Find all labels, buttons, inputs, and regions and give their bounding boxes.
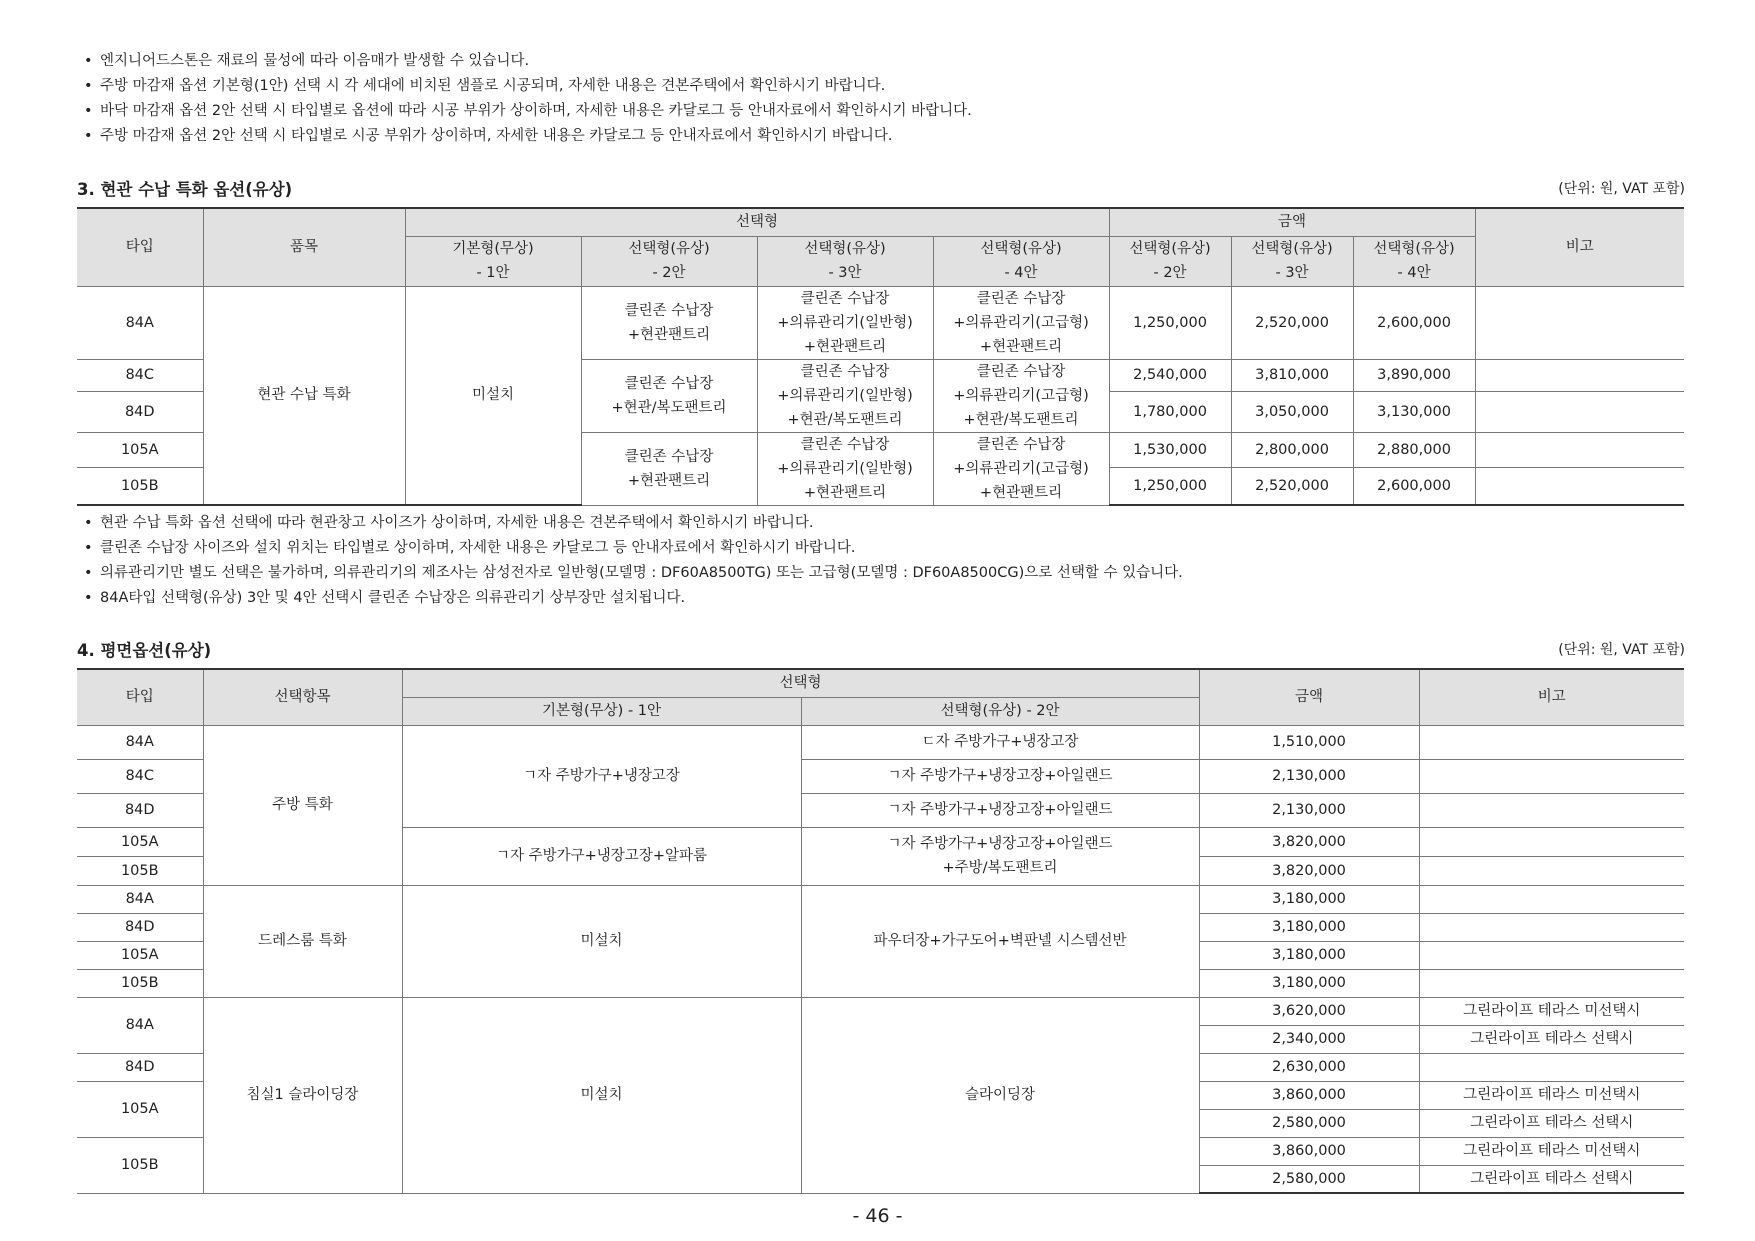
price3-cell: 2,520,000 (1231, 286, 1353, 359)
note-cell (1419, 793, 1684, 827)
opt2-line: +주방/복도팬트리 (942, 860, 1058, 876)
top-notes (84, 49, 972, 149)
price3-cell: 2,520,000 (1231, 467, 1353, 505)
type-cell: 84A (77, 725, 203, 759)
header-price: 금액 (1199, 669, 1419, 725)
header-price4-line1: 선택형(유상) (1373, 241, 1455, 257)
table-row (77, 286, 1684, 359)
opt4-line: +현관팬트리 (979, 338, 1063, 355)
section4-unit: (단위: 원, VAT 포함) (1558, 642, 1685, 658)
price2-cell: 1,530,000 (1109, 432, 1231, 467)
price-cell: 3,180,000 (1199, 941, 1419, 969)
note-cell: 그린라이프 테라스 선택시 (1419, 1109, 1684, 1137)
price2-cell: 2,540,000 (1109, 359, 1231, 391)
type-cell: 84D (77, 793, 203, 827)
price3-cell: 3,050,000 (1231, 391, 1353, 432)
note-cell (1419, 1053, 1684, 1081)
opt1-cell: 미설치 (405, 286, 581, 505)
section3-title: 3. 현관 수납 특화 옵션(유상) (77, 180, 293, 199)
opt3-line: +의류관리기(일반형) (777, 460, 913, 477)
price-cell: 2,130,000 (1199, 759, 1419, 793)
type-cell: 105B (77, 1137, 203, 1193)
opt4-line: 클린존 수납장 (976, 363, 1066, 380)
price4-cell: 2,600,000 (1353, 467, 1475, 505)
price-cell: 3,860,000 (1199, 1081, 1419, 1109)
price-cell: 3,180,000 (1199, 969, 1419, 997)
header-opt4-line2: - 4안 (1004, 265, 1038, 281)
header-price4-line2: - 4안 (1397, 265, 1431, 281)
header-opt3-line2: - 3안 (828, 265, 862, 281)
opt2-cell (581, 286, 757, 359)
header-price3 (1231, 236, 1353, 286)
note-cell (1419, 913, 1684, 941)
opt2-line: 클린존 수납장 (624, 448, 714, 465)
header-select-group: 선택형 (405, 208, 1109, 236)
note-item: • 주방 마감재 옵션 2안 선택 시 타입별로 시공 부위가 상이하며, 자세한 내용은 카달로그 등 안내자료에서 확인하시기 바랍니다. (84, 124, 972, 149)
type-cell: 84A (77, 286, 203, 359)
price3-cell: 2,800,000 (1231, 432, 1353, 467)
opt2-line: +현관팬트리 (627, 326, 711, 343)
note-cell (1419, 969, 1684, 997)
opt3-cell (757, 432, 933, 505)
opt3-line: +의류관리기(일반형) (777, 314, 913, 331)
opt4-line: 클린존 수납장 (976, 290, 1066, 307)
header-price2-line1: 선택형(유상) (1129, 241, 1211, 257)
header-opt4 (933, 236, 1109, 286)
mid-notes (84, 511, 1183, 611)
price4-cell: 3,130,000 (1353, 391, 1475, 432)
note-cell: 그린라이프 테라스 미선택시 (1419, 1137, 1684, 1165)
opt2-cell: ㄷ자 주방가구+냉장고장 (801, 725, 1199, 759)
opt3-cell (757, 359, 933, 432)
floor-plan-option-table (77, 668, 1684, 1194)
header-opt1-line2: - 1안 (476, 265, 510, 281)
note-item: • 주방 마감재 옵션 기본형(1안) 선택 시 각 세대에 비치된 샘플로 시공되며, 자세한 내용은 견본주택에서 확인하시기 바랍니다. (84, 74, 972, 99)
opt3-line: 클린존 수납장 (800, 363, 890, 380)
price4-cell: 2,600,000 (1353, 286, 1475, 359)
opt2-cell: 파우더장+가구도어+벽판넬 시스템선반 (801, 885, 1199, 997)
opt2-cell: ㄱ자 주방가구+냉장고장+아일랜드 (801, 759, 1199, 793)
price-cell: 2,340,000 (1199, 1025, 1419, 1053)
opt3-line: +현관팬트리 (803, 484, 887, 501)
note-cell (1419, 725, 1684, 759)
note-cell (1475, 286, 1684, 359)
item-cell: 주방 특화 (203, 725, 402, 885)
type-cell: 105A (77, 827, 203, 856)
price2-cell: 1,250,000 (1109, 467, 1231, 505)
type-cell: 84A (77, 997, 203, 1053)
note-item: • 클린존 수납장 사이즈와 설치 위치는 타입별로 상이하며, 자세한 내용은 카달로그 등 안내자료에서 확인하시기 바랍니다. (84, 536, 1183, 561)
price-cell: 3,820,000 (1199, 827, 1419, 856)
type-cell: 84C (77, 359, 203, 391)
price-cell: 3,620,000 (1199, 997, 1419, 1025)
section4-title: 4. 평면옵션(유상) (77, 641, 212, 660)
opt1-cell: 미설치 (402, 885, 801, 997)
table-row (77, 725, 1684, 759)
opt2-line: ㄱ자 주방가구+냉장고장+아일랜드 (887, 836, 1113, 852)
header-opt3-line1: 선택형(유상) (804, 241, 886, 257)
opt3-line: 클린존 수납장 (800, 290, 890, 307)
item-cell: 침실1 슬라이딩장 (203, 997, 402, 1193)
opt2-line: +현관팬트리 (627, 472, 711, 489)
header-opt4-line1: 선택형(유상) (980, 241, 1062, 257)
opt3-cell (757, 286, 933, 359)
opt2-line: +현관/복도팬트리 (611, 399, 727, 416)
header-price2-line2: - 2안 (1153, 265, 1187, 281)
type-cell: 84D (77, 913, 203, 941)
opt1-cell: ㄱ자 주방가구+냉장고장+알파룸 (402, 827, 801, 885)
header-price3-line1: 선택형(유상) (1251, 241, 1333, 257)
header-price4 (1353, 236, 1475, 286)
opt4-line: +의류관리기(고급형) (953, 387, 1089, 404)
price-cell: 2,580,000 (1199, 1165, 1419, 1193)
header-type: 타입 (77, 669, 203, 725)
table-row (77, 885, 1684, 913)
type-cell: 84D (77, 391, 203, 432)
opt2-cell (581, 432, 757, 505)
note-cell (1475, 432, 1684, 467)
price-cell: 2,130,000 (1199, 793, 1419, 827)
table-row (77, 997, 1684, 1025)
type-cell: 84A (77, 885, 203, 913)
opt2-cell (801, 827, 1199, 885)
opt2-line: 클린존 수납장 (624, 302, 714, 319)
price3-cell: 3,810,000 (1231, 359, 1353, 391)
opt3-line: 클린존 수납장 (800, 436, 890, 453)
note-item: • 의류관리기만 별도 선택은 불가하며, 의류관리기의 제조사는 삼성전자로 일반형(모델명 : DF60A8500TG) 또는 고급형(모델명 : DF60A8500CG)으로 선택할 수 있습니다. (84, 561, 1183, 586)
note-cell (1419, 885, 1684, 913)
opt4-line: +의류관리기(고급형) (953, 314, 1089, 331)
header-item: 품목 (203, 208, 405, 286)
note-cell (1419, 856, 1684, 885)
header-opt1-line1: 기본형(무상) (452, 241, 534, 257)
entrance-storage-option-table (77, 207, 1684, 506)
opt4-line: +현관/복도팬트리 (963, 411, 1079, 428)
note-cell: 그린라이프 테라스 선택시 (1419, 1165, 1684, 1193)
header-price3-line2: - 3안 (1275, 265, 1309, 281)
opt3-line: +현관팬트리 (803, 338, 887, 355)
price-cell: 3,180,000 (1199, 913, 1419, 941)
opt4-cell (933, 286, 1109, 359)
opt2-line: 클린존 수납장 (624, 375, 714, 392)
price-cell: 2,630,000 (1199, 1053, 1419, 1081)
opt2-cell: 슬라이딩장 (801, 997, 1199, 1193)
opt3-line: +의류관리기(일반형) (777, 387, 913, 404)
opt2-cell (581, 359, 757, 432)
type-cell: 84D (77, 1053, 203, 1081)
opt4-cell (933, 432, 1109, 505)
type-cell: 84C (77, 759, 203, 793)
header-item: 선택항목 (203, 669, 402, 725)
note-cell (1419, 827, 1684, 856)
note-item: • 엔지니어드스톤은 재료의 물성에 따라 이음매가 발생할 수 있습니다. (84, 49, 972, 74)
header-opt2: 선택형(유상) - 2안 (801, 697, 1199, 725)
header-price-group: 금액 (1109, 208, 1475, 236)
opt2-cell: ㄱ자 주방가구+냉장고장+아일랜드 (801, 793, 1199, 827)
type-cell: 105B (77, 856, 203, 885)
note-cell (1419, 941, 1684, 969)
price-cell: 1,510,000 (1199, 725, 1419, 759)
type-cell: 105B (77, 969, 203, 997)
price-cell: 3,860,000 (1199, 1137, 1419, 1165)
opt1-cell: 미설치 (402, 997, 801, 1193)
price2-cell: 1,780,000 (1109, 391, 1231, 432)
opt4-line: +의류관리기(고급형) (953, 460, 1089, 477)
header-opt2-line1: 선택형(유상) (628, 241, 710, 257)
opt1-cell: ㄱ자 주방가구+냉장고장 (402, 725, 801, 827)
item-cell: 현관 수납 특화 (203, 286, 405, 505)
note-item: • 84A타입 선택형(유상) 3안 및 4안 선택시 클린존 수납장은 의류관리기 상부장만 설치됩니다. (84, 586, 1183, 611)
type-cell: 105B (77, 467, 203, 505)
note-cell (1475, 359, 1684, 391)
type-cell: 105A (77, 432, 203, 467)
price4-cell: 3,890,000 (1353, 359, 1475, 391)
note-item: • 바닥 마감재 옵션 2안 선택 시 타입별로 옵션에 따라 시공 부위가 상이하며, 자세한 내용은 카달로그 등 안내자료에서 확인하시기 바랍니다. (84, 99, 972, 124)
item-cell: 드레스룸 특화 (203, 885, 402, 997)
opt4-line: +현관팬트리 (979, 484, 1063, 501)
opt3-line: +현관/복도팬트리 (787, 411, 903, 428)
note-cell: 그린라이프 테라스 미선택시 (1419, 997, 1684, 1025)
price4-cell: 2,880,000 (1353, 432, 1475, 467)
section3-unit: (단위: 원, VAT 포함) (1558, 181, 1685, 197)
header-opt3 (757, 236, 933, 286)
note-cell: 그린라이프 테라스 미선택시 (1419, 1081, 1684, 1109)
price-cell: 3,820,000 (1199, 856, 1419, 885)
header-type: 타입 (77, 208, 203, 286)
header-price2 (1109, 236, 1231, 286)
header-select-group: 선택형 (402, 669, 1199, 697)
header-opt1: 기본형(무상) - 1안 (402, 697, 801, 725)
price-cell: 3,180,000 (1199, 885, 1419, 913)
header-opt1 (405, 236, 581, 286)
header-opt2-line2: - 2안 (652, 265, 686, 281)
header-note: 비고 (1475, 208, 1684, 286)
note-item: • 현관 수납 특화 옵션 선택에 따라 현관창고 사이즈가 상이하며, 자세한 내용은 견본주택에서 확인하시기 바랍니다. (84, 511, 1183, 536)
header-note: 비고 (1419, 669, 1684, 725)
page-number: - 46 - (852, 1205, 903, 1227)
type-cell: 105A (77, 941, 203, 969)
opt4-cell (933, 359, 1109, 432)
note-cell (1475, 391, 1684, 432)
type-cell: 105A (77, 1081, 203, 1137)
note-cell (1475, 467, 1684, 505)
note-cell (1419, 759, 1684, 793)
opt4-line: 클린존 수납장 (976, 436, 1066, 453)
price2-cell: 1,250,000 (1109, 286, 1231, 359)
header-opt2 (581, 236, 757, 286)
price-cell: 2,580,000 (1199, 1109, 1419, 1137)
note-cell: 그린라이프 테라스 선택시 (1419, 1025, 1684, 1053)
